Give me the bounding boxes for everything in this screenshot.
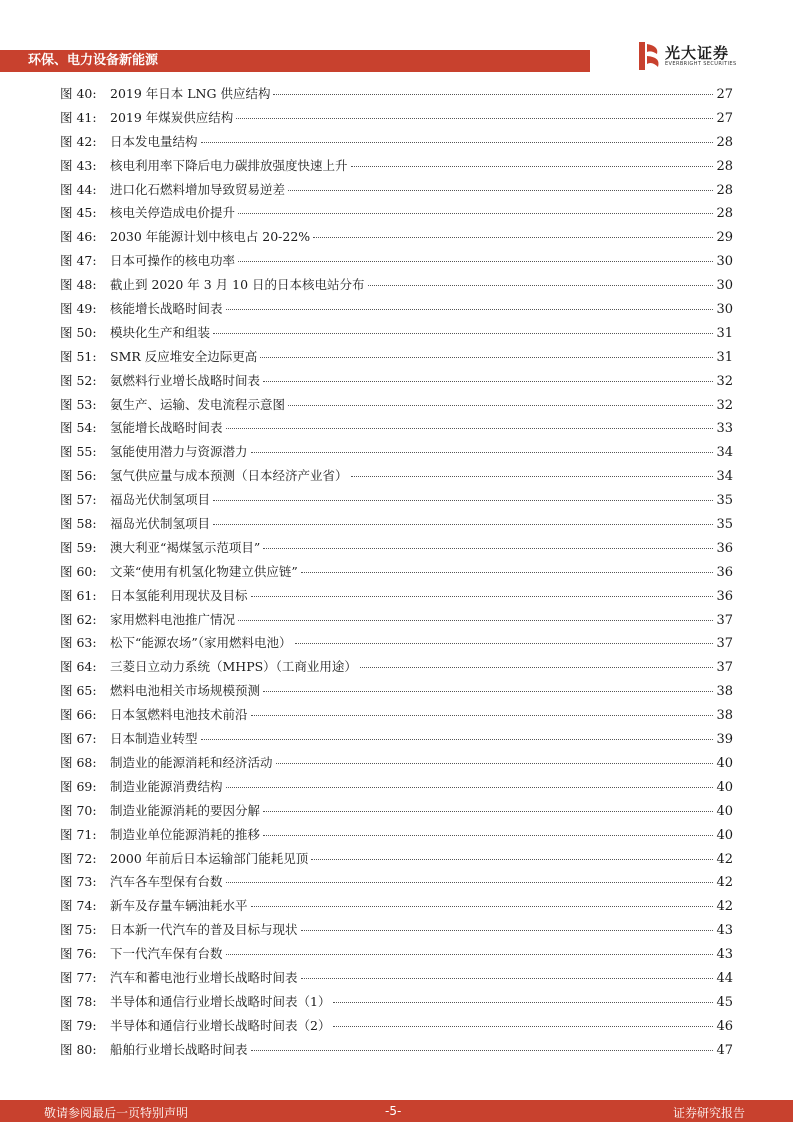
- toc-page-number: 27: [716, 110, 733, 126]
- toc-page-number: 30: [716, 302, 733, 318]
- toc-entry[interactable]: [60, 657, 733, 681]
- toc-figure-number: 图 46:: [60, 229, 97, 245]
- logo-subtitle: EVERBRIGHT SECURITIES: [665, 61, 737, 67]
- toc-entry[interactable]: [60, 203, 733, 227]
- toc-figure-number: 图 44:: [60, 181, 97, 197]
- toc-entry[interactable]: [60, 729, 733, 753]
- toc-entry[interactable]: [60, 132, 733, 156]
- toc-entry[interactable]: [60, 395, 733, 419]
- toc-figure-number: 图 45:: [60, 205, 97, 221]
- toc-figure-title: 福岛光伏制氢项目: [110, 492, 211, 508]
- toc-entry[interactable]: [60, 299, 733, 323]
- toc-figure-number: 图 68:: [60, 754, 97, 770]
- toc-leader-dots: [288, 190, 713, 191]
- toc-figure-title: 福岛光伏制氢项目: [110, 516, 211, 532]
- everbright-logo-icon: [637, 40, 663, 72]
- toc-page-number: 30: [716, 254, 733, 270]
- toc-page-number: 43: [716, 923, 733, 939]
- toc-leader-dots: [226, 954, 714, 955]
- toc-leader-dots: [273, 94, 713, 95]
- toc-page-number: 32: [716, 397, 733, 413]
- toc-leader-dots: [201, 739, 714, 740]
- toc-page-number: 35: [716, 493, 733, 509]
- toc-leader-dots: [201, 142, 714, 143]
- toc-figure-number: 图 52:: [60, 372, 97, 388]
- toc-figure-title: 新车及存量车辆油耗水平: [110, 898, 248, 914]
- toc-entry[interactable]: [60, 275, 733, 299]
- toc-figure-number: 图 54:: [60, 420, 97, 436]
- toc-figure-number: 图 41:: [60, 109, 97, 125]
- toc-figure-title: 核电关停造成电价提升: [110, 205, 236, 221]
- toc-figure-title: 2019 年煤炭供应结构: [110, 109, 234, 125]
- toc-figure-title: 氨燃料行业增长战略时间表: [110, 372, 261, 388]
- toc-page-number: 38: [716, 684, 733, 700]
- toc-figure-title: 松下“能源农场”（家用燃料电池）: [110, 635, 292, 651]
- toc-leader-dots: [251, 1050, 714, 1051]
- toc-page-number: 39: [716, 732, 733, 748]
- toc-figure-number: 图 51:: [60, 348, 97, 364]
- toc-entry[interactable]: [60, 490, 733, 514]
- toc-figure-number: 图 60:: [60, 563, 97, 579]
- toc-figure-title: 模块化生产和组装: [110, 324, 211, 340]
- toc-figure-number: 图 72:: [60, 850, 97, 866]
- toc-page-number: 37: [716, 660, 733, 676]
- toc-leader-dots: [251, 452, 714, 453]
- toc-leader-dots: [301, 572, 714, 573]
- toc-page-number: 28: [716, 206, 733, 222]
- toc-figure-title: 文莱“使用有机氢化物建立供应链”: [110, 563, 298, 579]
- toc-entry[interactable]: [60, 610, 733, 634]
- toc-leader-dots: [238, 620, 713, 621]
- toc-figure-number: 图 63:: [60, 635, 97, 651]
- toc-leader-dots: [251, 596, 714, 597]
- toc-page-number: 34: [716, 445, 733, 461]
- toc-page-number: 28: [716, 134, 733, 150]
- toc-figure-number: 图 67:: [60, 731, 97, 747]
- toc-page-number: 44: [716, 970, 733, 986]
- toc-leader-dots: [276, 763, 714, 764]
- toc-entry[interactable]: [60, 227, 733, 251]
- toc-figure-title: SMR 反应堆安全边际更高: [110, 348, 258, 364]
- toc-figure-title: 氨生产、运输、发电流程示意图: [110, 396, 286, 412]
- toc-leader-dots: [360, 667, 714, 668]
- toc-figure-title: 汽车各车型保有台数: [110, 874, 223, 890]
- toc-leader-dots: [213, 333, 713, 334]
- toc-leader-dots: [226, 309, 714, 310]
- toc-figure-title: 汽车和蓄电池行业增长战略时间表: [110, 969, 298, 985]
- toc-figure-title: 制造业的能源消耗和经济活动: [110, 754, 273, 770]
- toc-figure-number: 图 43:: [60, 157, 97, 173]
- toc-figure-title: 日本发电量结构: [110, 133, 198, 149]
- toc-figure-number: 图 80:: [60, 1041, 97, 1057]
- toc-entry[interactable]: [60, 371, 733, 395]
- toc-leader-dots: [351, 476, 714, 477]
- toc-page-number: 46: [716, 1018, 733, 1034]
- toc-page-number: 37: [716, 612, 733, 628]
- toc-figure-title: 制造业能源消费结构: [110, 778, 223, 794]
- toc-leader-dots: [333, 1002, 713, 1003]
- toc-figure-title: 制造业能源消耗的要因分解: [110, 802, 261, 818]
- toc-figure-number: 图 49:: [60, 301, 97, 317]
- toc-entry[interactable]: [60, 347, 733, 371]
- toc-entry[interactable]: [60, 251, 733, 275]
- toc-figure-number: 图 77:: [60, 969, 97, 985]
- page-number: -5-: [385, 1104, 402, 1118]
- toc-figure-title: 截止到 2020 年 3 月 10 日的日本核电站分布: [110, 277, 365, 293]
- toc-entry[interactable]: [60, 992, 733, 1016]
- toc-entry[interactable]: [60, 801, 733, 825]
- toc-figure-number: 图 61:: [60, 587, 97, 603]
- toc-figure-number: 图 70:: [60, 802, 97, 818]
- toc-leader-dots: [263, 811, 713, 812]
- toc-leader-dots: [288, 405, 713, 406]
- toc-leader-dots: [251, 715, 714, 716]
- toc-page-number: 40: [716, 779, 733, 795]
- toc-figure-title: 日本新一代汽车的普及目标与现状: [110, 922, 298, 938]
- toc-entry[interactable]: [60, 108, 733, 132]
- toc-figure-title: 氢能增长战略时间表: [110, 420, 223, 436]
- toc-entry[interactable]: [60, 920, 733, 944]
- toc-figure-number: 图 48:: [60, 277, 97, 293]
- figure-list: [60, 84, 733, 1064]
- toc-leader-dots: [236, 118, 713, 119]
- toc-page-number: 38: [716, 708, 733, 724]
- toc-figure-title: 半导体和通信行业增长战略时间表（2）: [110, 1017, 331, 1033]
- toc-figure-number: 图 71:: [60, 826, 97, 842]
- toc-entry[interactable]: [60, 418, 733, 442]
- toc-entry[interactable]: [60, 1016, 733, 1040]
- toc-leader-dots: [213, 524, 713, 525]
- toc-page-number: 37: [716, 636, 733, 652]
- toc-figure-number: 图 53:: [60, 396, 97, 412]
- toc-page-number: 31: [716, 325, 733, 341]
- footer-bar: [0, 1100, 793, 1122]
- toc-figure-number: 图 65:: [60, 683, 97, 699]
- toc-figure-title: 氢能使用潜力与资源潜力: [110, 444, 248, 460]
- toc-page-number: 42: [716, 851, 733, 867]
- toc-leader-dots: [351, 166, 714, 167]
- toc-entry[interactable]: [60, 968, 733, 992]
- toc-leader-dots: [238, 261, 713, 262]
- toc-figure-title: 三菱日立动力系统（MHPS）（工商业用途）: [110, 659, 357, 675]
- toc-leader-dots: [226, 428, 714, 429]
- toc-entry[interactable]: [60, 777, 733, 801]
- toc-leader-dots: [263, 691, 713, 692]
- toc-figure-title: 核能增长战略时间表: [110, 301, 223, 317]
- toc-page-number: 28: [716, 158, 733, 174]
- toc-figure-number: 图 42:: [60, 133, 97, 149]
- toc-figure-number: 图 58:: [60, 516, 97, 532]
- toc-entry[interactable]: [60, 562, 733, 586]
- toc-figure-number: 图 64:: [60, 659, 97, 675]
- toc-page-number: 42: [716, 875, 733, 891]
- toc-figure-number: 图 78:: [60, 993, 97, 1009]
- toc-leader-dots: [295, 643, 714, 644]
- toc-page-number: 36: [716, 588, 733, 604]
- toc-figure-title: 日本可操作的核电功率: [110, 253, 236, 269]
- toc-figure-title: 氢气供应量与成本预测（日本经济产业省）: [110, 468, 348, 484]
- toc-figure-number: 图 47:: [60, 253, 97, 269]
- toc-page-number: 40: [716, 827, 733, 843]
- logo-name: 光大证券: [665, 44, 730, 62]
- toc-entry[interactable]: [60, 872, 733, 896]
- toc-figure-title: 2019 年日本 LNG 供应结构: [110, 86, 271, 101]
- toc-entry[interactable]: [60, 84, 733, 108]
- toc-leader-dots: [226, 787, 714, 788]
- toc-page-number: 45: [716, 994, 733, 1010]
- toc-page-number: 35: [716, 517, 733, 533]
- toc-figure-title: 2000 年前后日本运输部门能耗见顶: [110, 850, 309, 866]
- toc-entry[interactable]: [60, 180, 733, 204]
- toc-figure-title: 核电利用率下降后电力碳排放强度快速上升: [110, 157, 348, 173]
- toc-figure-number: 图 62:: [60, 611, 97, 627]
- toc-page-number: 34: [716, 469, 733, 485]
- toc-figure-number: 图 40:: [60, 86, 97, 101]
- report-type: 证券研究报告: [672, 1106, 745, 1120]
- toc-figure-title: 船舶行业增长战略时间表: [110, 1041, 248, 1057]
- toc-page-number: 43: [716, 947, 733, 963]
- toc-figure-number: 图 76:: [60, 946, 97, 962]
- toc-figure-title: 下一代汽车保有台数: [110, 946, 223, 962]
- toc-page-number: 28: [716, 182, 733, 198]
- toc-figure-title: 制造业单位能源消耗的推移: [110, 826, 261, 842]
- toc-page-number: 36: [716, 564, 733, 580]
- toc-figure-number: 图 57:: [60, 492, 97, 508]
- toc-leader-dots: [301, 930, 714, 931]
- toc-page-number: 40: [716, 803, 733, 819]
- toc-figure-title: 日本氢燃料电池技术前沿: [110, 707, 248, 723]
- toc-entry[interactable]: [60, 538, 733, 562]
- toc-leader-dots: [301, 978, 714, 979]
- toc-figure-number: 图 75:: [60, 922, 97, 938]
- toc-leader-dots: [333, 1026, 713, 1027]
- toc-figure-title: 2030 年能源计划中核电占 20-22%: [110, 229, 311, 245]
- toc-figure-number: 图 55:: [60, 444, 97, 460]
- toc-page-number: 36: [716, 540, 733, 556]
- toc-figure-number: 图 73:: [60, 874, 97, 890]
- toc-page-number: 27: [716, 87, 733, 102]
- toc-leader-dots: [311, 859, 713, 860]
- toc-figure-title: 半导体和通信行业增长战略时间表（1）: [110, 993, 331, 1009]
- toc-page-number: 31: [716, 349, 733, 365]
- toc-entry[interactable]: [60, 323, 733, 347]
- section-title: 环保、电力设备新能源: [28, 53, 159, 68]
- toc-page-number: 30: [716, 278, 733, 294]
- toc-entry[interactable]: [60, 1040, 733, 1064]
- toc-figure-number: 图 74:: [60, 898, 97, 914]
- toc-leader-dots: [368, 285, 714, 286]
- toc-page-number: 29: [716, 230, 733, 246]
- toc-figure-number: 图 56:: [60, 468, 97, 484]
- toc-figure-title: 进口化石燃料增加导致贸易逆差: [110, 181, 286, 197]
- toc-figure-title: 家用燃料电池推广情况: [110, 611, 236, 627]
- toc-page-number: 47: [716, 1042, 733, 1058]
- toc-figure-number: 图 66:: [60, 707, 97, 723]
- toc-entry[interactable]: [60, 466, 733, 490]
- toc-entry[interactable]: [60, 944, 733, 968]
- toc-figure-number: 图 59:: [60, 539, 97, 555]
- toc-entry[interactable]: [60, 156, 733, 180]
- toc-leader-dots: [263, 381, 713, 382]
- toc-page-number: 32: [716, 373, 733, 389]
- toc-figure-number: 图 69:: [60, 778, 97, 794]
- toc-figure-number: 图 79:: [60, 1017, 97, 1033]
- toc-leader-dots: [313, 237, 713, 238]
- toc-page-number: 40: [716, 755, 733, 771]
- toc-leader-dots: [260, 357, 713, 358]
- toc-leader-dots: [213, 500, 713, 501]
- toc-figure-title: 日本制造业转型: [110, 731, 198, 747]
- toc-leader-dots: [263, 835, 713, 836]
- toc-entry[interactable]: [60, 705, 733, 729]
- toc-entry[interactable]: [60, 633, 733, 657]
- toc-entry[interactable]: [60, 825, 733, 849]
- toc-entry[interactable]: [60, 442, 733, 466]
- toc-entry[interactable]: [60, 753, 733, 777]
- toc-figure-title: 燃料电池相关市场规模预测: [110, 683, 261, 699]
- toc-figure-title: 日本氢能利用现状及目标: [110, 587, 248, 603]
- toc-figure-number: 图 50:: [60, 324, 97, 340]
- toc-leader-dots: [238, 213, 713, 214]
- toc-entry[interactable]: [60, 586, 733, 610]
- toc-leader-dots: [226, 882, 714, 883]
- toc-entry[interactable]: [60, 896, 733, 920]
- brand-logo: [637, 40, 757, 72]
- toc-leader-dots: [251, 906, 714, 907]
- toc-page-number: 42: [716, 899, 733, 915]
- toc-entry[interactable]: [60, 514, 733, 538]
- toc-entry[interactable]: [60, 681, 733, 705]
- toc-page-number: 33: [716, 421, 733, 437]
- footer-disclaimer: 敬请参阅最后一页特别声明: [44, 1106, 189, 1120]
- toc-figure-title: 澳大利亚“褐煤氢示范项目”: [110, 539, 261, 555]
- toc-entry[interactable]: [60, 849, 733, 873]
- toc-leader-dots: [263, 548, 713, 549]
- header-bar: [0, 50, 590, 72]
